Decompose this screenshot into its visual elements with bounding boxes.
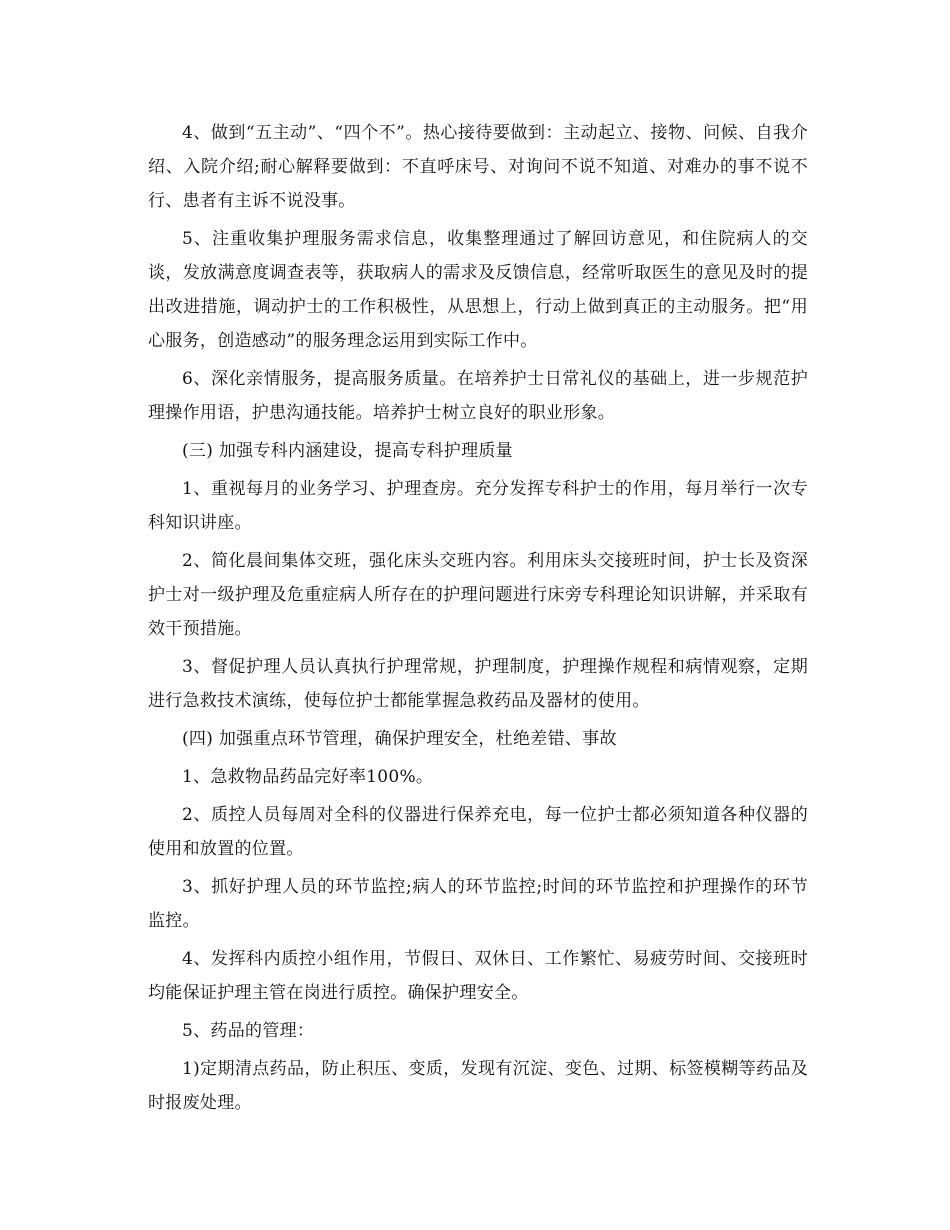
paragraph-14: 1)定期清点药品，防止积压、变质，发现有沉淀、变色、过期、标签模糊等药品及时报废处理。 <box>148 1059 808 1113</box>
document-body <box>148 116 808 1124</box>
paragraph-13: 5、药品的管理： <box>182 1021 315 1041</box>
section-heading-4: (四) 加强重点环节管理，确保护理安全，杜绝差错、事故 <box>182 729 617 749</box>
paragraph-2: 5、注重收集护理服务需求信息，收集整理通过了解回访意见，和住院病人的交谈，发放满意度调查表等，获取病人的需求及反馈信息，经常听取医生的意见及时的提出改进措施，调动护士的工作积极性，从思想上，行动上做到真正的主动服务。把“用心服务，创造感动”的服务理念运用到实际工作中。 <box>148 229 808 351</box>
paragraph-12: 4、发挥科内质控小组作用，节假日、双休日、工作繁忙、易疲劳时间、交接班时均能保证护理主管在岗进行质控。确保护理安全。 <box>148 949 808 1003</box>
paragraph-5: 1、重视每月的业务学习、护理查房。充分发挥专科护士的作用，每月举行一次专科知识讲座。 <box>148 479 808 533</box>
paragraph-9: 1、急救物品药品完好率100%。 <box>182 767 434 787</box>
paragraph-7: 3、督促护理人员认真执行护理常规，护理制度，护理操作规程和病情观察，定期进行急救技术演练，使每位护士都能掌握急救药品及器材的使用。 <box>148 657 808 711</box>
section-heading-3: (三) 加强专科内涵建设，提高专科护理质量 <box>182 441 513 461</box>
paragraph-11: 3、抓好护理人员的环节监控;病人的环节监控;时间的环节监控和护理操作的环节监控。 <box>148 877 808 931</box>
paragraph-1: 4、做到“五主动”、“四个不”。热心接待要做到：主动起立、接物、问候、自我介绍、入院介绍;耐心解释要做到：不直呼床号、对询问不说不知道、对难办的事不说不行、患者有主诉不说没事。 <box>148 123 808 211</box>
paragraph-10: 2、质控人员每周对全科的仪器进行保养充电，每一位护士都必须知道各种仪器的使用和放置的位置。 <box>148 805 808 859</box>
paragraph-3: 6、深化亲情服务，提高服务质量。在培养护士日常礼仪的基础上，进一步规范护理操作用语，护患沟通技能。培养护士树立良好的职业形象。 <box>148 369 808 423</box>
paragraph-6: 2、简化晨间集体交班，强化床头交班内容。利用床头交接班时间，护士长及资深护士对一级护理及危重症病人所存在的护理问题进行床旁专科理论知识讲解，并采取有效干预措施。 <box>148 551 808 639</box>
